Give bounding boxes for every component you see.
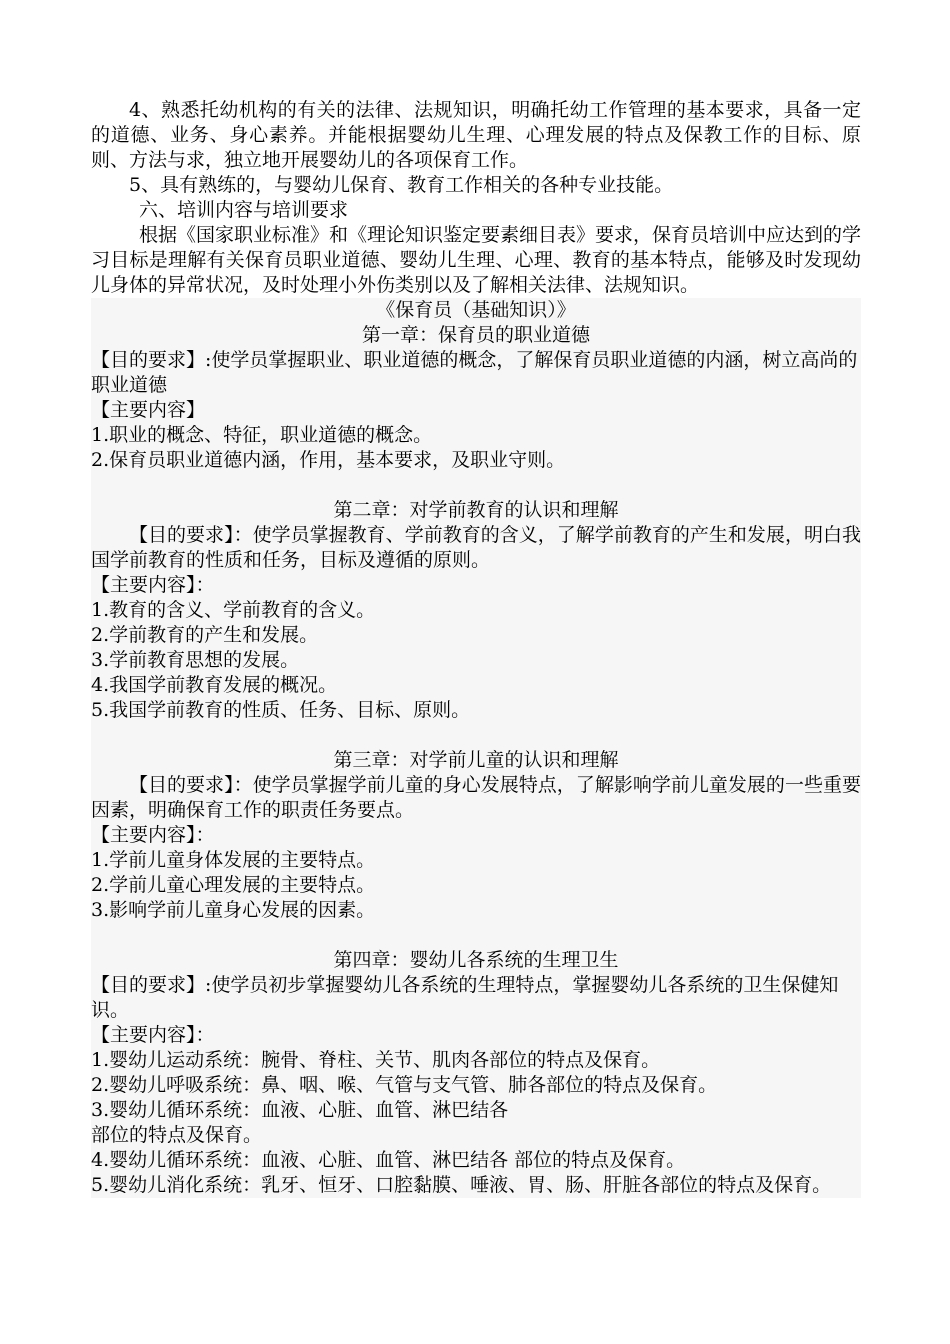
chapter-1 (91, 323, 861, 473)
chapter-2 (91, 498, 861, 723)
list-item: 2.学前儿童心理发展的主要特点。 (91, 874, 376, 896)
spacer (91, 923, 861, 948)
section-6-title: 六、培训内容与培训要求 (139, 199, 349, 221)
content-heading: 【主要内容】： (91, 824, 215, 846)
list-item: 4.婴幼儿循环系统：血液、心脏、血管、淋巴结各 部位的特点及保育。 (91, 1149, 686, 1171)
content-heading: 【主要内容】： (91, 1024, 215, 1046)
chapter-title: 第三章：对学前儿童的认识和理解 (333, 749, 619, 771)
chapter-goal: 【目的要求】:使学员初步掌握婴幼儿各系统的生理特点，掌握婴幼儿各系统的卫生保健知识。 (91, 974, 839, 1021)
list-item: 2.婴幼儿呼吸系统：鼻、咽、喉、气管与支气管、肺各部位的特点及保育。 (91, 1074, 718, 1096)
chapter-title: 第一章：保育员的职业道德 (361, 324, 590, 346)
list-item: 3.学前教育思想的发展。 (91, 649, 300, 671)
chapter-goal: 【目的要求】:使学员掌握职业、职业道德的概念，了解保育员职业道德的内涵，树立高尚的职业道德 (91, 349, 858, 396)
list-item: 2.学前教育的产生和发展。 (91, 624, 319, 646)
chapter-title: 第四章：婴幼儿各系统的生理卫生 (333, 949, 619, 971)
list-item: 4.我国学前教育发展的概况。 (91, 674, 338, 696)
chapter-goal: 【目的要求】：使学员掌握教育、学前教育的含义，了解学前教育的产生和发展，明白我国学前教育的性质和任务，目标及遵循的原则。 (91, 524, 861, 571)
content-heading: 【主要内容】： (91, 574, 215, 596)
chapter-goal: 【目的要求】：使学员掌握学前儿童的身心发展特点，了解影响学前儿童发展的一些重要因素，明确保育工作的职责任务要点。 (91, 774, 861, 821)
list-item: 2.保育员职业道德内涵，作用，基本要求，及职业守则。 (91, 449, 566, 471)
list-item: 5.婴幼儿消化系统：乳牙、恒牙、口腔黏膜、唾液、胃、肠、肝脏各部位的特点及保育。 (91, 1174, 832, 1196)
spacer (91, 473, 861, 498)
intro-item-5: 5、具有熟练的，与婴幼儿保育、教育工作相关的各种专业技能。 (129, 174, 674, 196)
document-page (91, 98, 861, 1198)
book-title: 《保育员（基础知识）》 (376, 299, 576, 321)
list-item: 1.学前儿童身体发展的主要特点。 (91, 849, 376, 871)
section-6-body: 根据《国家职业标准》和《理论知识鉴定要素细目表》要求，保育员培训中应达到的学习目标是理解有关保育员职业道德、婴幼儿生理、心理、教育的基本特点，能够及时发现幼儿身体的异常状况，及时处理小外伤类别以及了解相关法律、法规知识。 (91, 224, 862, 296)
list-item: 1.职业的概念、特征，职业道德的概念。 (91, 424, 433, 446)
list-item: 3.婴幼儿循环系统：血液、心脏、血管、淋巴结各 (91, 1099, 509, 1121)
syllabus-block (91, 298, 861, 1198)
chapter-3 (91, 748, 861, 923)
intro-item-4: 4、熟悉托幼机构的有关的法律、法规知识，明确托幼工作管理的基本要求，具备一定的道德、业务、身心素养。并能根据婴幼儿生理、心理发展的特点及保教工作的目标、原则、方法与求，独立地开展婴幼儿的各项保育工作。 (91, 99, 861, 171)
list-item: 部位的特点及保育。 (91, 1124, 263, 1146)
list-item: 1.教育的含义、学前教育的含义。 (91, 599, 376, 621)
list-item: 5.我国学前教育的性质、任务、目标、原则。 (91, 699, 471, 721)
content-heading: 【主要内容】 (91, 399, 206, 421)
list-item: 3.影响学前儿童身心发展的因素。 (91, 899, 376, 921)
spacer (91, 723, 861, 748)
list-item: 1.婴幼儿运动系统：腕骨、脊柱、关节、肌肉各部位的特点及保育。 (91, 1049, 661, 1071)
chapter-title: 第二章：对学前教育的认识和理解 (333, 499, 619, 521)
chapter-4 (91, 948, 861, 1198)
